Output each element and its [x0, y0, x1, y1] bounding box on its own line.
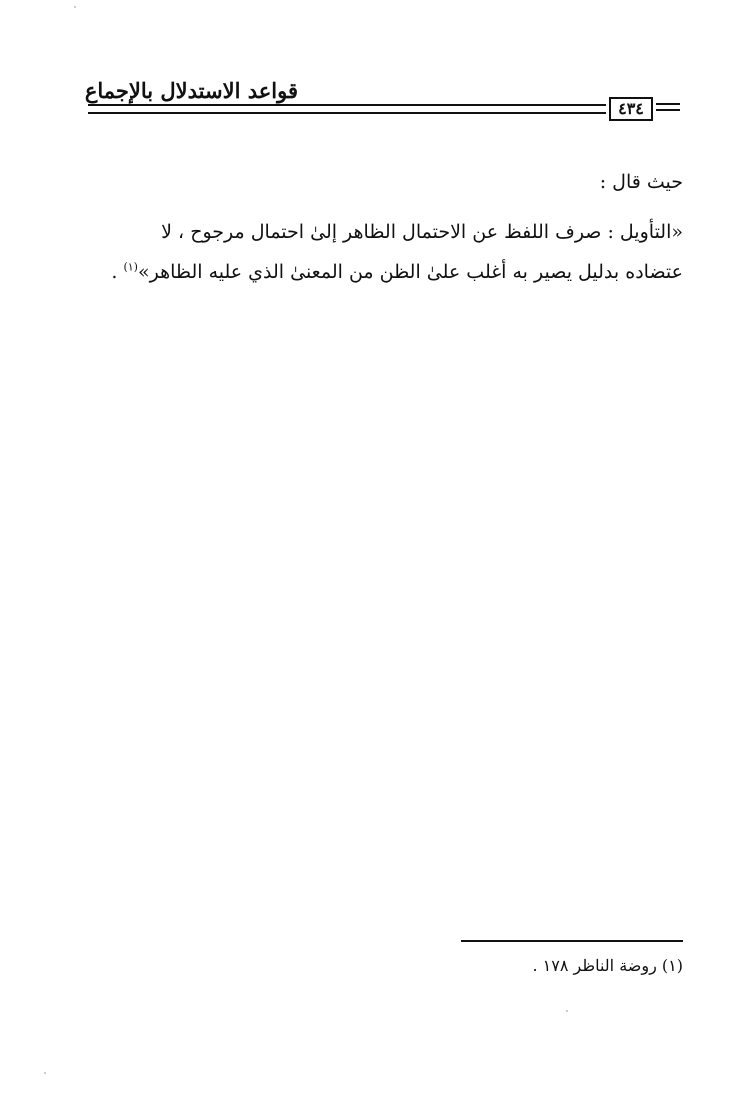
scan-speck [44, 1072, 46, 1074]
running-title: قواعد الاستدلال بالإجماع [84, 78, 298, 103]
header-rule-bottom [88, 112, 606, 114]
quote-line-2-text: عتضاده بدليل يصير به أغلب علىٰ الظن من المعنىٰ الذي عليه الظاهر» [137, 261, 683, 283]
quote-end-period: . [111, 261, 124, 283]
header-ornament [656, 103, 680, 113]
scan-speck [74, 6, 76, 8]
footnote-reference[interactable]: (١) [123, 260, 138, 274]
footnote-separator [461, 940, 683, 942]
footnote: (١) روضة الناظر ١٧٨ . [532, 956, 683, 975]
page-number: ٤٣٤ [609, 97, 653, 121]
quote-line-2 [83, 252, 683, 292]
quote-paragraph [83, 212, 683, 292]
intro-line: حيث قال : [599, 171, 683, 193]
scan-speck [566, 1010, 568, 1012]
quote-line-1: «التأويل : صرف اللفظ عن الاحتمال الظاهر إلىٰ احتمال مرجوح ، لا [161, 221, 683, 243]
header-rule-top [88, 104, 606, 106]
